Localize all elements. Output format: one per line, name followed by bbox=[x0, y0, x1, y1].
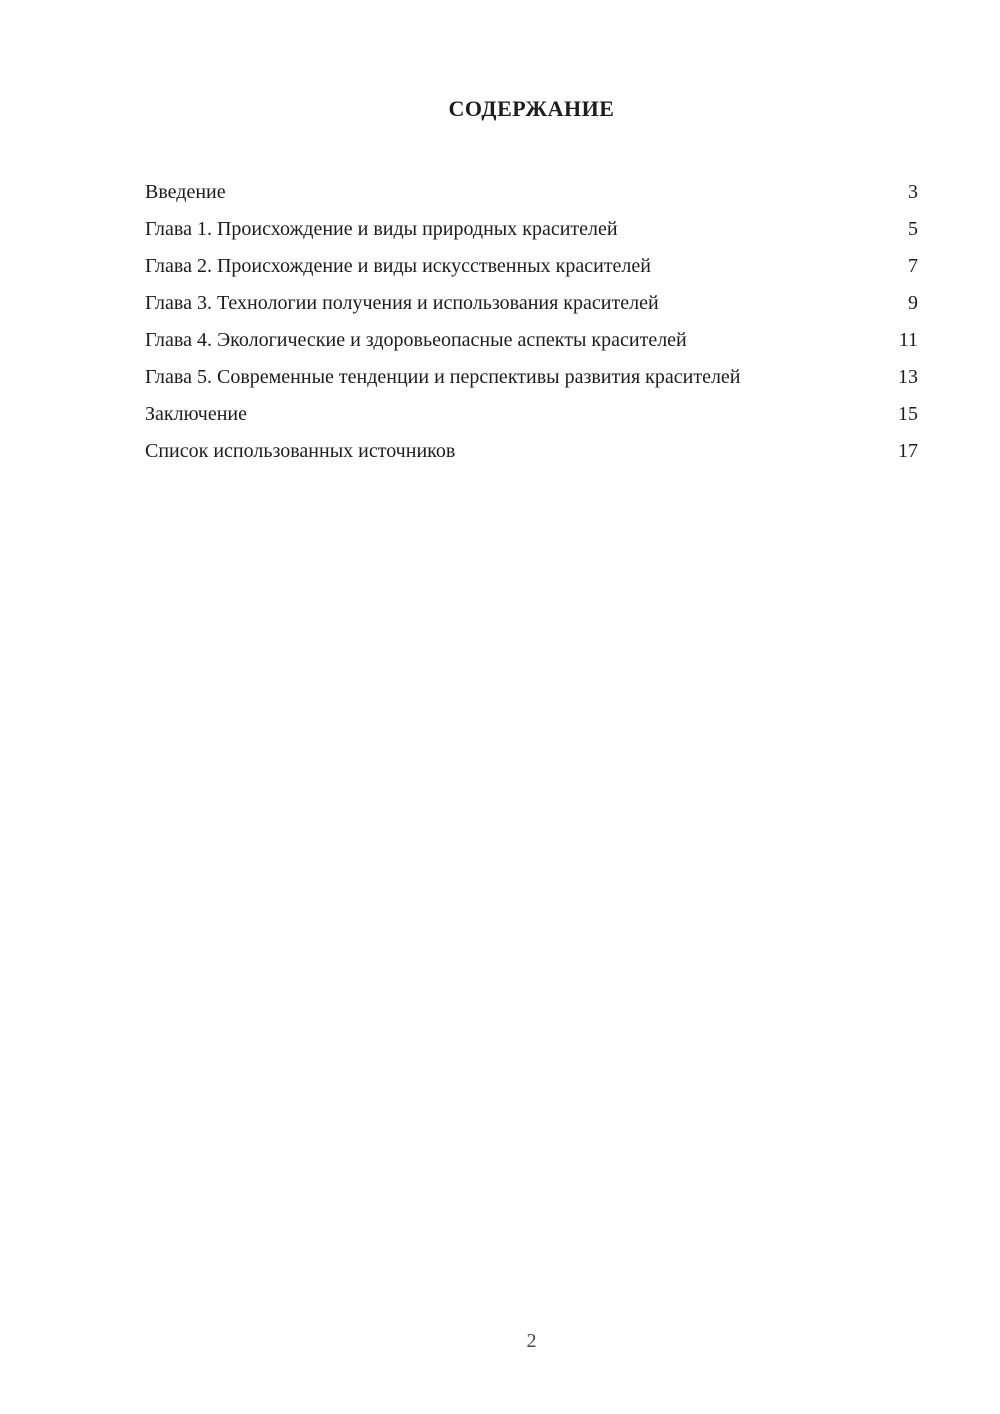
toc-entry-page: 13 bbox=[898, 366, 918, 388]
toc-entry-label: Глава 5. Современные тенденции и перспективы развития красителей bbox=[145, 366, 741, 388]
toc-entry-chapter-3 bbox=[145, 285, 918, 322]
toc-entry-label: Глава 3. Технологии получения и использования красителей bbox=[145, 292, 659, 314]
toc-entry-label: Введение bbox=[145, 181, 226, 203]
table-of-contents bbox=[145, 174, 918, 470]
toc-entry-label: Глава 2. Происхождение и виды искусственных красителей bbox=[145, 255, 651, 277]
toc-entry-page: 7 bbox=[908, 255, 918, 277]
toc-entry-page: 15 bbox=[898, 403, 918, 425]
page-title: СОДЕРЖАНИЕ bbox=[448, 96, 615, 121]
toc-entry-page: 5 bbox=[908, 218, 918, 240]
toc-content bbox=[145, 96, 918, 470]
toc-entry-chapter-4 bbox=[145, 322, 918, 359]
toc-entry-label: Глава 1. Происхождение и виды природных красителей bbox=[145, 218, 618, 240]
toc-entry-label: Глава 4. Экологические и здоровьеопасные аспекты красителей bbox=[145, 329, 687, 351]
toc-entry-chapter-1 bbox=[145, 211, 918, 248]
toc-entry-page: 17 bbox=[898, 440, 918, 462]
toc-entry-introduction bbox=[145, 174, 918, 211]
toc-entry-page: 3 bbox=[908, 181, 918, 203]
toc-entry-page: 9 bbox=[908, 292, 918, 314]
footer-page-number: 2 bbox=[526, 1330, 537, 1352]
toc-entry-conclusion bbox=[145, 396, 918, 433]
toc-entry-references bbox=[145, 433, 918, 470]
toc-entry-chapter-5 bbox=[145, 359, 918, 396]
toc-entry-label: Список использованных источников bbox=[145, 440, 456, 462]
toc-entry-label: Заключение bbox=[145, 403, 247, 425]
toc-entry-page: 11 bbox=[898, 329, 918, 351]
toc-entry-chapter-2 bbox=[145, 248, 918, 285]
